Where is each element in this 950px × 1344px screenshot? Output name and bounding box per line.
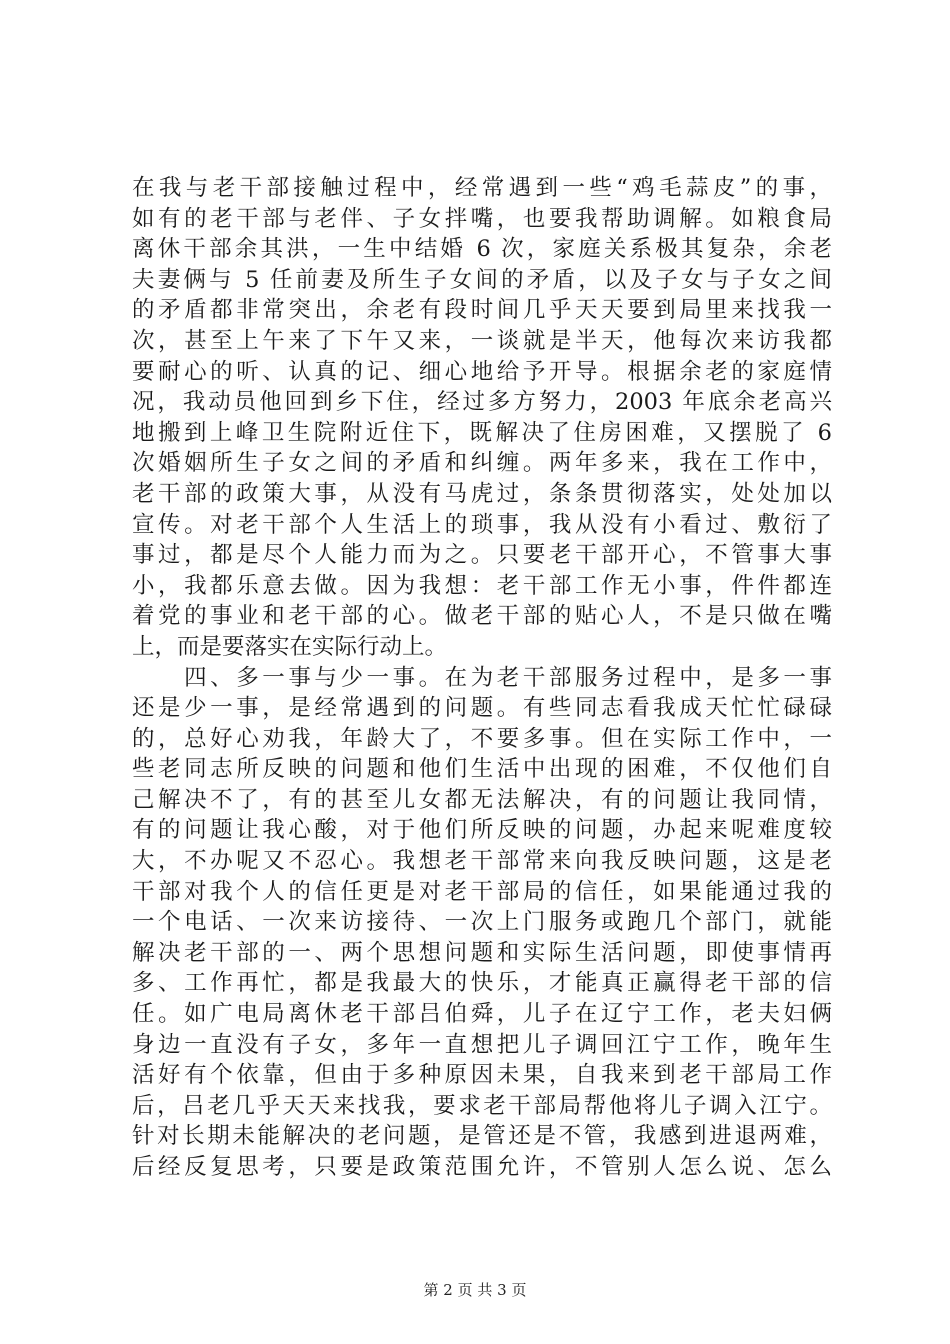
text-line: 事过，都是尽个人能力而为之。只要老干部开心，不管事大事 <box>132 542 832 569</box>
text-line: 离休干部余其洪，一生中结婚 6 次，家庭关系极其复杂，余老 <box>132 236 832 263</box>
text-line: 夫妻俩与 5 任前妻及所生子女间的矛盾，以及子女与子女之间 <box>132 266 832 293</box>
text-line: 老干部的政策大事，从没有马虎过，条条贯彻落实，处处加以 <box>132 480 832 507</box>
text-line: 一个电话、一次来访接待、一次上门服务或跑几个部门，就能 <box>132 909 832 936</box>
text-line: 要耐心的听、认真的记、细心地给予开导。根据余老的家庭情 <box>132 358 832 385</box>
text-line: 有的问题让我心酸，对于他们所反映的问题，办起来呢难度较 <box>132 817 832 844</box>
text-line: 如有的老干部与老伴、子女拌嘴，也要我帮助调解。如粮食局 <box>132 205 832 232</box>
text-line: 针对长期未能解决的老问题，是管还是不管，我感到进退两难， <box>132 1123 832 1150</box>
text-line: 四、多一事与少一事。在为老干部服务过程中，是多一事 <box>132 664 832 691</box>
text-line: 干部对我个人的信任更是对老干部局的信任，如果能通过我的 <box>132 878 832 905</box>
text-line: 在我与老干部接触过程中，经常遇到一些“鸡毛蒜皮”的事， <box>132 175 832 201</box>
text-line: 些老同志所反映的问题和他们生活中出现的困难，不仅他们自 <box>132 756 832 783</box>
text-line: 己解决不了，有的甚至儿女都无法解决，有的问题让我同情， <box>132 786 832 813</box>
text-line: 后，吕老几乎天天来找我，要求老干部局帮他将儿子调入江宁。 <box>132 1092 832 1119</box>
text-line: 次，甚至上午来了下午又来，一谈就是半天，他每次来访我都 <box>132 327 832 354</box>
text-line: 的矛盾都非常突出，余老有段时间几乎天天要到局里来找我一 <box>132 297 832 324</box>
text-line: 活好有个依靠，但由于多种原因未果，自我来到老干部局工作 <box>132 1062 832 1089</box>
text-line: 上，而是要落实在实际行动上。 <box>132 633 448 660</box>
paragraph-2 <box>132 663 832 1183</box>
text-line: 宣传。对老干部个人生活上的琐事，我从没有小看过、敷衍了 <box>132 511 832 538</box>
paragraph-1 <box>132 173 832 663</box>
text-line: 身边一直没有子女，多年一直想把儿子调回江宁工作，晚年生 <box>132 1031 832 1058</box>
text-line: 次婚姻所生子女之间的矛盾和纠缠。两年多来，我在工作中， <box>132 450 832 477</box>
text-line: 后经反复思考，只要是政策范围允许，不管别人怎么说、怎么 <box>132 1154 832 1180</box>
text-line: 小，我都乐意去做。因为我想：老干部工作无小事，件件都连 <box>132 572 832 599</box>
text-line: 还是少一事，是经常遇到的问题。有些同志看我成天忙忙碌碌 <box>132 695 832 722</box>
text-line: 着党的事业和老干部的心。做老干部的贴心人，不是只做在嘴 <box>132 603 832 630</box>
body-text <box>132 173 832 1183</box>
text-line: 多、工作再忙，都是我最大的快乐，才能真正赢得老干部的信 <box>132 970 832 997</box>
text-line: 况，我动员他回到乡下住，经过多方努力，2003 年底余老高兴 <box>132 389 832 416</box>
page-footer: 第 2 页 共 3 页 <box>423 1281 527 1299</box>
text-line: 大，不办呢又不忍心。我想老干部常来向我反映问题，这是老 <box>132 848 832 875</box>
text-line: 的，总好心劝我，年龄大了，不要多事。但在实际工作中，一 <box>132 725 832 752</box>
text-line: 地搬到上峰卫生院附近住下，既解决了住房困难，又摆脱了 6 <box>132 419 832 446</box>
text-line: 解决老干部的一、两个思想问题和实际生活问题，即使事情再 <box>132 939 832 966</box>
text-line: 任。如广电局离休老干部吕伯舜，儿子在辽宁工作，老夫妇俩 <box>132 1001 832 1028</box>
